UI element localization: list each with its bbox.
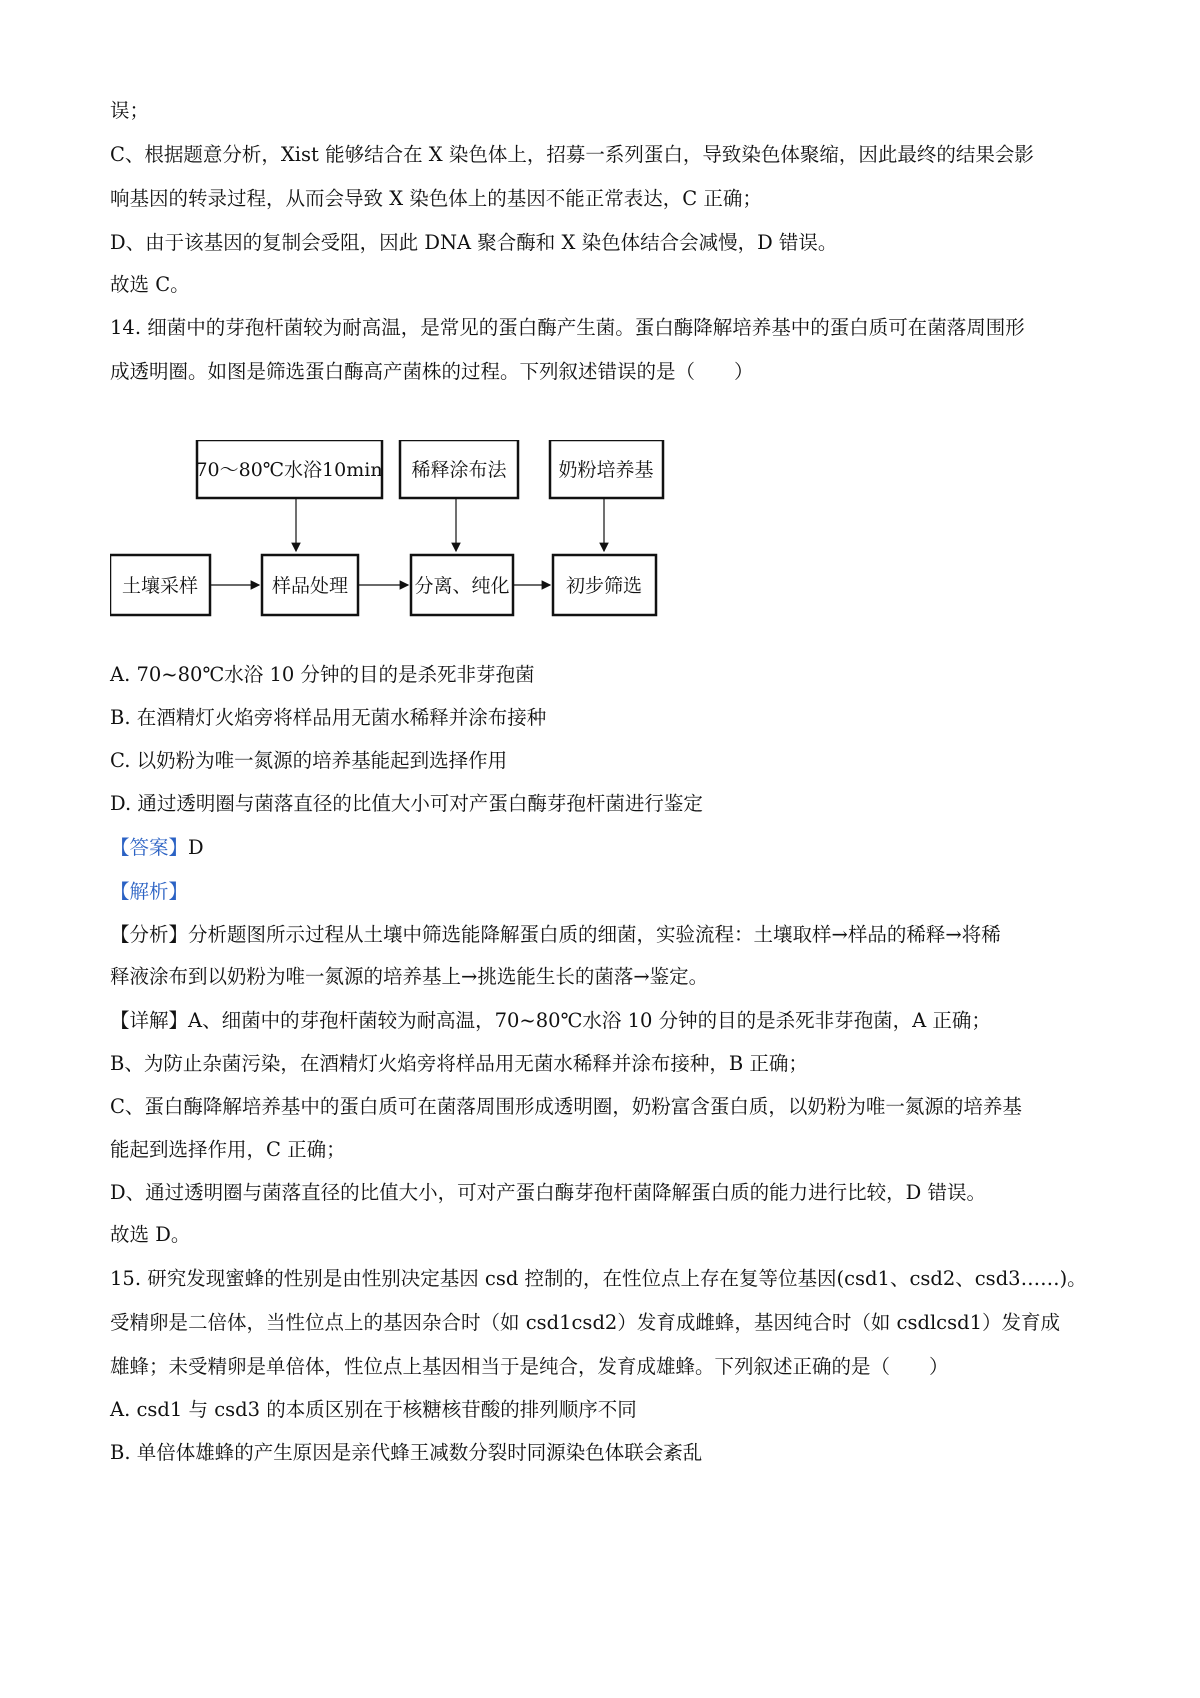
question-15-option-b: B. 单倍体雄蜂的产生原因是亲代蜂王减数分裂时同源染色体联会紊乱: [110, 1441, 703, 1464]
option-b: B. 在酒精灯火焰旁将样品用无菌水稀释并涂布接种: [110, 706, 547, 729]
flow-box-label: 稀释涂布法: [411, 459, 507, 481]
fenxi-label: 【分析】: [110, 923, 189, 946]
xiangjie-label: 【详解】: [110, 1009, 189, 1032]
fenxi-line: 释液涂布到以奶粉为唯一氮源的培养基上→挑选能生长的菌落→鉴定。: [110, 965, 709, 988]
question-15-line: 受精卵是二倍体，当性位点上的基因杂合时（如 csd1csd2）发育成雌蜂，基因纯合时（如 csdlcsd1）发育成: [110, 1311, 1060, 1334]
option-a: A. 70~80℃水浴 10 分钟的目的是杀死非芽孢菌: [110, 663, 535, 686]
analysis-label: 【解析】: [110, 880, 189, 903]
answer-line: [110, 833, 1100, 863]
flow-box-label: 70～80℃水浴10min: [195, 459, 383, 481]
xiangjie-line: B、为防止杂菌污染，在酒精灯火焰旁将样品用无菌水稀释并涂布接种，B 正确；: [110, 1052, 808, 1075]
answer-value: D: [188, 836, 204, 859]
xiangjie-line: 故选 D。: [110, 1223, 191, 1246]
fenxi-line: [110, 920, 1100, 950]
question-15-line: 雄蜂；未受精卵是单倍体，性位点上基因相当于是纯合，发育成雄蜂。下列叙述正确的是（ ）: [110, 1355, 949, 1378]
text-line: C、根据题意分析，Xist 能够结合在 X 染色体上，招募一系列蛋白，导致染色体聚缩，因此最终的结果会影: [110, 143, 1034, 166]
flow-box-label: 分离、纯化: [414, 575, 510, 597]
flow-box-label: 土壤采样: [121, 575, 199, 597]
question-15-line: 15. 研究发现蜜蜂的性别是由性别决定基因 csd 控制的，在性位点上存在复等位基因(csd1、csd2、csd3……)。: [110, 1267, 1087, 1290]
text-line: D、由于该基因的复制会受阻，因此 DNA 聚合酶和 X 染色体结合会减慢，D 错误。: [110, 231, 838, 254]
xiangjie-line: [110, 1006, 1100, 1036]
flow-box-label: 奶粉培养基: [558, 459, 654, 481]
analysis-heading: [110, 877, 1100, 907]
fenxi-text: 分析题图所示过程从土壤中筛选能降解蛋白质的细菌，实验流程：土壤取样→样品的稀释→将稀: [188, 923, 1001, 946]
answer-label: 【答案】: [110, 836, 189, 859]
flow-diagram: [110, 440, 730, 640]
text-line: 误；: [110, 99, 150, 122]
flow-box-label: 样品处理: [271, 575, 349, 597]
xiangjie-text: A、细菌中的芽孢杆菌较为耐高温，70~80℃水浴 10 分钟的目的是杀死非芽孢菌，A 正确；: [188, 1009, 991, 1032]
text-line: 故选 C。: [110, 273, 190, 296]
question-15-option-a: A. csd1 与 csd3 的本质区别在于核糖核苷酸的排列顺序不同: [110, 1398, 637, 1421]
xiangjie-line: 能起到选择作用，C 正确；: [110, 1138, 346, 1161]
xiangjie-line: D、通过透明圈与菌落直径的比值大小，可对产蛋白酶芽孢杆菌降解蛋白质的能力进行比较，D 错误。: [110, 1181, 986, 1204]
question-14-line: 14. 细菌中的芽孢杆菌较为耐高温，是常见的蛋白酶产生菌。蛋白酶降解培养基中的蛋白质可在菌落周围形: [110, 316, 1025, 339]
option-d: D. 通过透明圈与菌落直径的比值大小可对产蛋白酶芽孢杆菌进行鉴定: [110, 792, 703, 815]
option-c: C. 以奶粉为唯一氮源的培养基能起到选择作用: [110, 749, 508, 772]
text-line: 响基因的转录过程，从而会导致 X 染色体上的基因不能正常表达，C 正确；: [110, 187, 762, 210]
xiangjie-line: C、蛋白酶降解培养基中的蛋白质可在菌落周围形成透明圈，奶粉富含蛋白质，以奶粉为唯一氮源的培养基: [110, 1095, 1022, 1118]
question-14-line: 成透明圈。如图是筛选蛋白酶高产菌株的过程。下列叙述错误的是（ ）: [110, 360, 754, 383]
flow-box-label: 初步筛选: [565, 575, 643, 597]
